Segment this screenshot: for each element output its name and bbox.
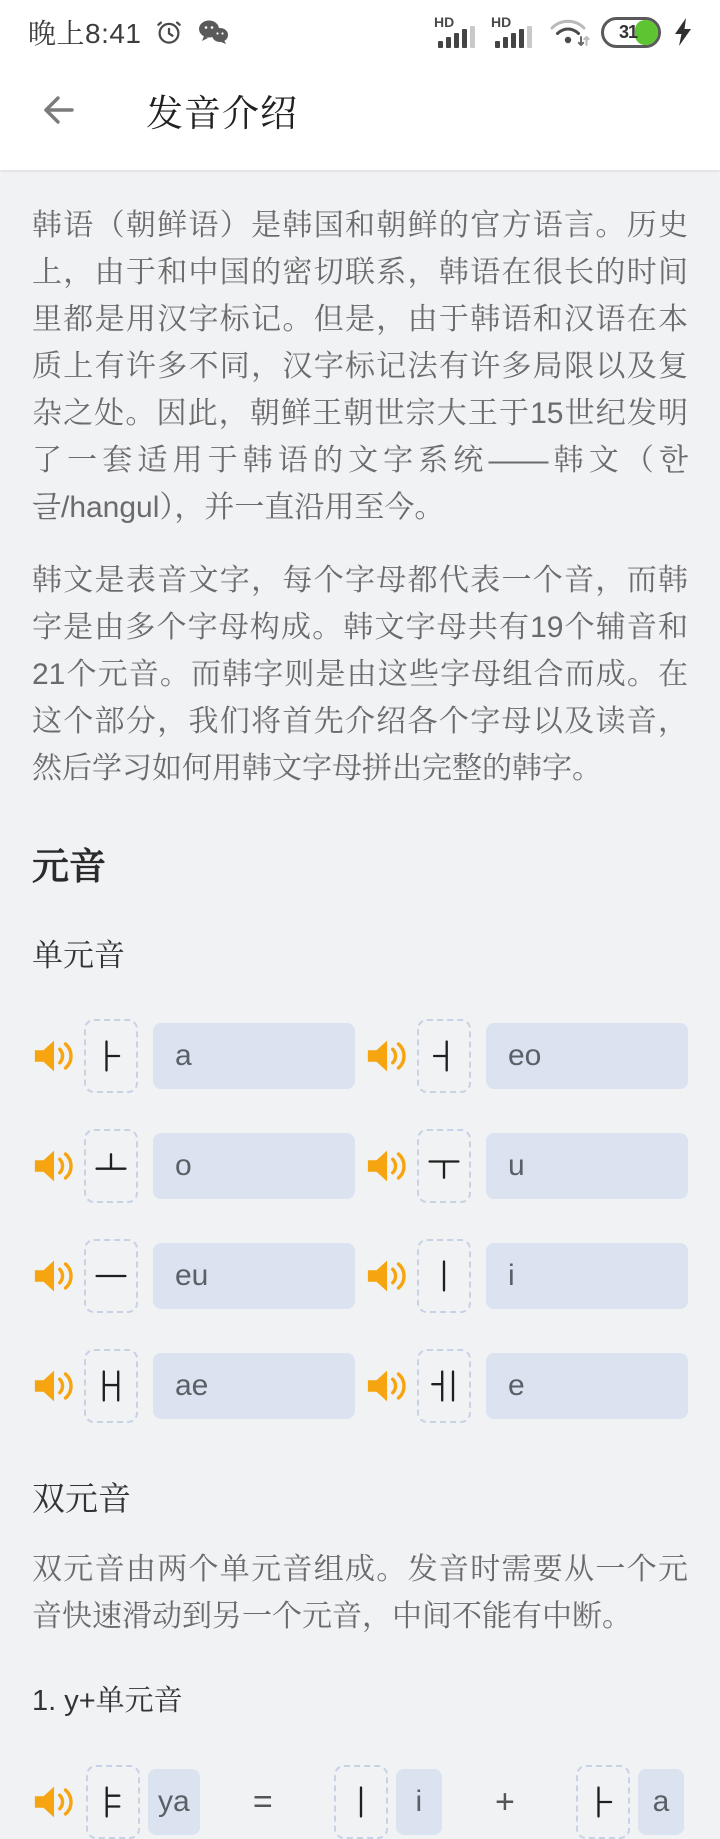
diphthong-description: 双元音由两个单元音组成。发音时需要从一个元音快速滑动到另一个元音，中间不能有中断。 [32,1553,688,1633]
speaker-icon[interactable] [32,1256,78,1296]
diphthong-part2-group [568,1765,684,1839]
top-chrome [0,0,720,170]
vowel-cell [32,1349,355,1423]
wifi-icon [548,15,590,49]
romanization-box: eo [486,1023,688,1089]
battery-indicator [601,17,661,48]
intro-paragraph-2: 韩文是表音文字，每个字母都代表一个音，而韩字是由多个字母构成。韩文字母共有19个辅音和21个元音。而韩字则是由这些字母组合而成。在这个部分，我们将首先介绍各个字母以及读音，然后学习如何用韩文字母拼出完整的韩字。 [32,564,688,785]
vowel-cell [32,1129,355,1203]
diphthong-part1-group [326,1765,442,1839]
speaker-icon[interactable] [365,1366,411,1406]
signal-hd-icon-1: HD [434,13,480,51]
diphthong-example-row [32,1765,688,1839]
vowel-cell [32,1019,355,1093]
jamo-letter-box [417,1129,471,1203]
subsection-heading-diphthongs: 双元音 [32,1480,131,1517]
romanization-chip: ya [148,1769,200,1835]
vowel-cell [365,1349,688,1423]
jamo-letter-box [417,1349,471,1423]
vowel-row [32,1019,688,1093]
jamo-letter-box [576,1765,630,1839]
back-arrow-icon [39,91,77,129]
speaker-icon[interactable] [365,1146,411,1186]
vowel-row [32,1129,688,1203]
vowel-row [32,1239,688,1313]
romanization-chip: i [396,1769,442,1835]
jamo-letter-box [334,1765,388,1839]
jamo-letter-box [417,1239,471,1313]
app-header [0,58,720,170]
jamo-letter-box [417,1019,471,1093]
intro-paragraph-1: 韩语（朝鲜语）是韩国和朝鲜的官方语言。历史上，由于和中国的密切联系，韩语在很长的时间里都是用汉字标记。但是，由于韩语和汉语在本质上有许多不同，汉字标记法有许多局限以及复杂之处。因此，朝鲜王朝世宗大王于15世纪发明了一套适用于韩语的文字系统——韩文（한글/hangul），并一直沿用至今。 [32,209,688,524]
romanization-box: ae [153,1353,355,1419]
vowel-cell [365,1129,688,1203]
charging-bolt-icon [672,17,694,47]
speaker-icon[interactable] [365,1256,411,1296]
jamo-letter-box [84,1019,138,1093]
signal-hd-icon-2: HD [491,13,537,51]
vowel-cell [32,1239,355,1313]
romanization-box: o [153,1133,355,1199]
speaker-icon[interactable] [32,1036,78,1076]
single-vowel-grid [32,1019,688,1423]
speaker-icon[interactable] [32,1782,78,1822]
equals-sign: = [252,1782,273,1821]
alarm-icon [154,17,184,47]
jamo-letter-box [84,1239,138,1313]
subsection-heading-single-vowels: 单元音 [32,938,125,973]
status-bar [0,0,720,58]
wechat-icon [196,17,230,47]
diphthong-result-group [32,1765,200,1839]
romanization-box: u [486,1133,688,1199]
jamo-letter-box [84,1129,138,1203]
romanization-box: e [486,1353,688,1419]
clock-time: 晚上8:41 [28,18,142,49]
speaker-icon[interactable] [32,1146,78,1186]
page-title: 发音介绍 [146,93,298,134]
back-button[interactable] [36,88,80,132]
jamo-letter-box [86,1765,140,1839]
vowel-cell [365,1019,688,1093]
speaker-icon[interactable] [365,1036,411,1076]
romanization-chip: a [638,1769,684,1835]
battery-percent: 31 [618,21,638,42]
romanization-box: i [486,1243,688,1309]
speaker-icon[interactable] [32,1366,78,1406]
plus-sign: + [494,1782,515,1821]
vowel-cell [365,1239,688,1313]
section-heading-vowels: 元音 [32,846,106,887]
vowel-row [32,1349,688,1423]
diphthong-rule-heading: 1. y+单元音 [32,1685,183,1717]
romanization-box: a [153,1023,355,1089]
jamo-letter-box [84,1349,138,1423]
romanization-box: eu [153,1243,355,1309]
content-area [0,170,720,1839]
